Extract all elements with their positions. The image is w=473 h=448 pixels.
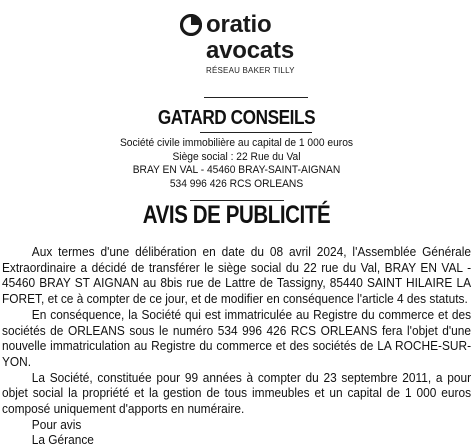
notice-title: AVIS DE PUBLICITÉ [142,201,331,229]
logo-tagline: RÉSEAU BAKER TILLY [206,66,295,75]
company-legal-form: Société civile immobilière au capital de 1 000 euros [119,137,354,149]
logo-brand-line1: oratio [206,11,272,38]
company-info [24,137,450,191]
divider-top [204,97,308,98]
oratio-logo [176,10,306,80]
notice-paragraph-2: En conséquence, la Société qui est immatriculée au Registre du commerce et des sociétés de ORLEANS sous le numéro 534 996 426 RCS ORLEANS fera l'objet d'une nouvelle immatriculation au Registre du commerce et des sociétés de LA ROCHE-SUR-YON. [2,306,472,369]
notice-paragraph-1: Aux termes d'une délibération en date du 08 avril 2024, l'Assemblée Générale Extraordinaire a décidé de transférer le siège social du 22 rue du Val, BRAY EN VAL - 45460 BRAY ST AIGNAN au 8bis rue de Lattre de Tassigny, 85440 SAINT HILAIRE LA FORET, et ce à compter de ce jour, et de modifier en conséquence l'article 4 des statuts. [2,244,472,307]
notice-closing: Pour avis [31,416,82,432]
company-registered-office: Siège social : 22 Rue du Val [172,150,301,163]
divider-under-company [200,132,312,133]
notice-signature: La Gérance [31,432,94,448]
company-name: GATARD CONSEILS [157,107,316,129]
oratio-logo-mark-icon [180,14,202,36]
notice-paragraph-3: La Société, constituée pour 99 années à compter du 23 septembre 2011, a pour objet social la propriété et la gestion de tous immeubles et un capital de 1 000 euros composé uniquement d'apports en numéraire. [2,369,472,417]
logo-brand-line2: avocats [206,37,294,64]
logo-brand-name [206,12,294,64]
company-rcs-number: 534 996 426 RCS ORLEANS [169,177,304,190]
notice-body [2,244,471,448]
company-address: BRAY EN VAL - 45460 BRAY-SAINT-AIGNAN [132,164,341,176]
